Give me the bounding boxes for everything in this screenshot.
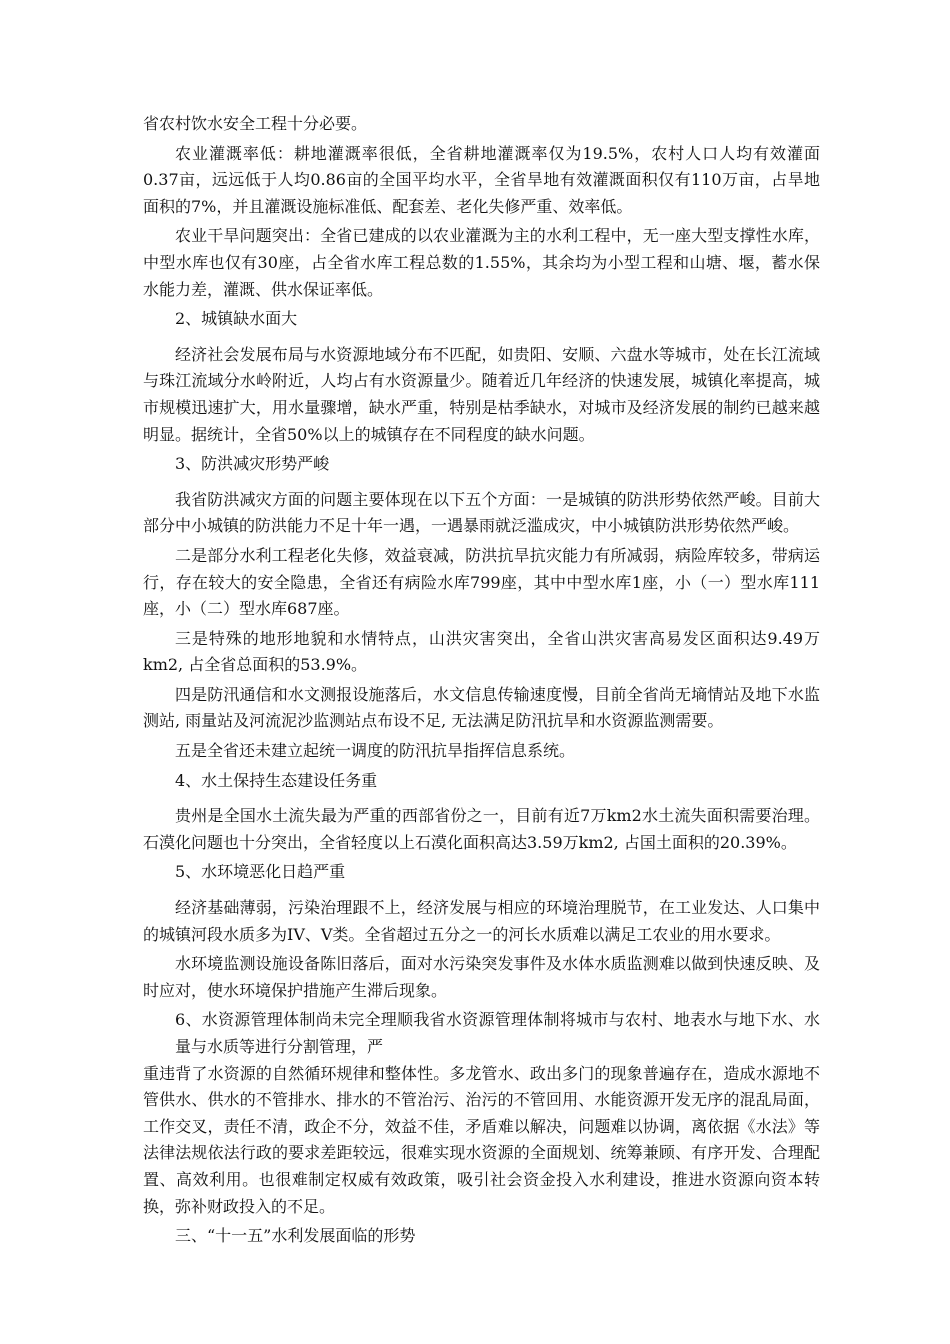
chapter-heading-3: 三、“十一五”水利发展面临的形势 xyxy=(175,1226,416,1246)
paragraph-3: 农业干旱问题突出：全省已建成的以农业灌溉为主的水利工程中，无一座大型支撑性水库，中型水库也仅有30座，占全省水库工程总数的1.55%，其余均为小型工程和山塘、堰，蓄水保水能力差，灌溉、供水保证率低。 xyxy=(143,226,820,299)
section-heading-4: 4、水土保持生态建设任务重 xyxy=(175,770,378,790)
section-heading-2: 2、城镇缺水面大 xyxy=(175,309,298,329)
paragraph-11: 五是全省还未建立起统一调度的防汛抗旱指挥信息系统。 xyxy=(175,741,576,761)
paragraph-9: 三是特殊的地形地貌和水情特点，山洪灾害突出，全省山洪灾害高易发区面积达9.49万km2, 占全省总面积的53.9%。 xyxy=(143,628,820,675)
paragraph-16: 水环境监测设施设备陈旧落后，面对水污染突发事件及水体水质监测难以做到快速反映、及时应对，使水环境保护措施产生滞后现象。 xyxy=(143,954,820,1000)
paragraph-10: 四是防汛通信和水文测报设施落后，水文信息传输速度慢，目前全省尚无墒情站及地下水监测站, 雨量站及河流泥沙监测站点布设不足, 无法满足防汛抗旱和水资源监测需要。 xyxy=(143,684,820,731)
paragraph-15: 经济基础薄弱，污染治理跟不上，经济发展与相应的环境治理脱节，在工业发达、人口集中的城镇河段水质多为IV、V类。全省超过五分之一的河长水质难以满足工农业的用水要求。 xyxy=(143,898,820,944)
paragraph-5: 经济社会发展布局与水资源地域分布不匹配，如贵阳、安顺、六盘水等城市，处在长江流域与珠江流域分水岭附近，人均占有水资源量少。随着近几年经济的快速发展，城镇化率提高，城市规模迅速扩大，用水量骤增，缺水严重，特别是枯季缺水，对城市及经济发展的制约已越来越明显。据统计，全省50%以上的城镇存在不同程度的缺水问题。 xyxy=(143,344,820,444)
section-heading-3: 3、防洪减灾形势严峻 xyxy=(175,454,330,474)
paragraph-18: 重违背了水资源的自然循环规律和整体性。多龙管水、政出多门的现象普遍存在，造成水源地不管供水、供水的不管排水、排水的不管治污、治污的不管回用、水能资源开发无序的混乱局面，工作交叉，责任不清，政企不分，效益不佳，矛盾难以解决，问题难以协调，离依据《水法》等法律法规依法行政的要求差距较远，很难实现水资源的全面规划、统筹兼顾、有序开发、合理配置、高效利用。也很难制定权威有效政策，吸引社会资金投入水利建设，推进水资源向资本转换，弥补财政投入的不足。 xyxy=(143,1063,820,1216)
section-heading-5: 5、水环境恶化日趋严重 xyxy=(175,862,346,882)
paragraph-8: 二是部分水利工程老化失修，效益衰减，防洪抗旱抗灾能力有所减弱，病险库较多，带病运行，存在较大的安全隐患，全省还有病险水库799座，其中中型水库1座，小（一）型水库111座，小（二）型水库687座。 xyxy=(143,545,820,619)
paragraph-7: 我省防洪减灾方面的问题主要体现在以下五个方面：一是城镇的防洪形势依然严峻。目前大部分中小城镇的防洪能力不足十年一遇，一遇暴雨就泛滥成灾，中小城镇防洪形势依然严峻。 xyxy=(143,489,820,536)
paragraph-13: 贵州是全国水土流失最为严重的西部省份之一，目前有近7万km2水土流失面积需要治理。石漠化问题也十分突出，全省轻度以上石漠化面积高达3.59万km2, 占国土面积的20.39%。 xyxy=(143,806,820,852)
paragraph-1: 省农村饮水安全工程十分必要。 xyxy=(143,114,368,133)
paragraph-2: 农业灌溉率低：耕地灌溉率很低，全省耕地灌溉率仅为19.5%，农村人口人均有效灌面0.37亩，远远低于人均0.86亩的全国平均水平，全省旱地有效灌溉面积仅有110万亩，占旱地面积的7%，并且灌溉设施标准低、配套差、老化失修严重、效率低。 xyxy=(143,143,820,216)
section-heading-6: 6、水资源管理体制尚未完全理顺我省水资源管理体制将城市与农村、地表水与地下水、水量与水质等进行分割管理，严 xyxy=(175,1010,820,1056)
